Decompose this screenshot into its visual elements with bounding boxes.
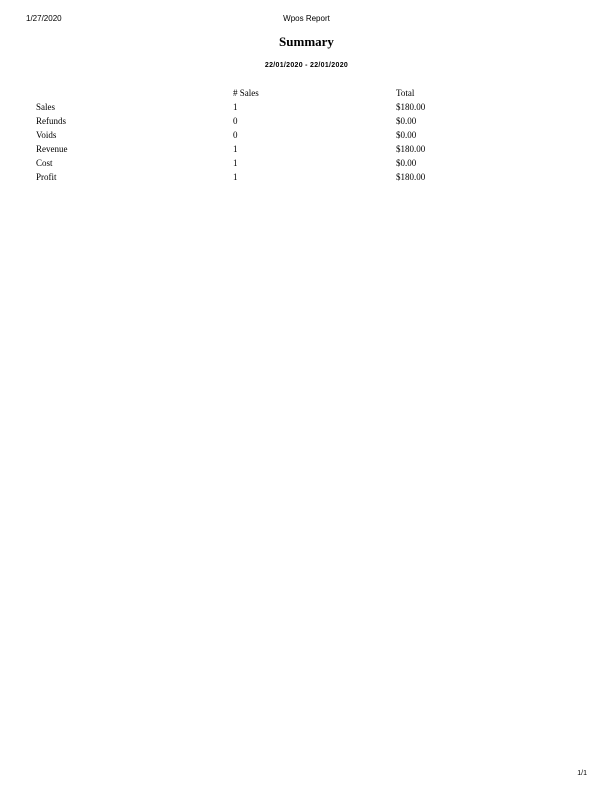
- row-label: Voids: [36, 130, 57, 140]
- page-number: 1/1: [577, 770, 587, 777]
- report-title: Summary: [279, 34, 334, 49]
- print-header-title: Wpos Report: [283, 14, 330, 23]
- table-row: [36, 128, 576, 142]
- row-label: Sales: [36, 102, 55, 112]
- table-row: [36, 170, 576, 184]
- summary-table: [36, 86, 576, 184]
- row-total: $0.00: [396, 130, 417, 140]
- row-label: Revenue: [36, 144, 68, 154]
- row-sales-count: 0: [233, 116, 238, 126]
- print-header-date: 1/27/2020: [26, 14, 62, 23]
- row-sales-count: 1: [233, 172, 238, 182]
- row-label: Refunds: [36, 116, 66, 126]
- row-total: $180.00: [396, 172, 426, 182]
- table-header-row: [36, 86, 576, 100]
- header-sales-count: # Sales: [233, 88, 259, 98]
- table-row: [36, 100, 576, 114]
- row-label: Profit: [36, 172, 57, 182]
- row-total: $180.00: [396, 102, 426, 112]
- row-total: $0.00: [396, 116, 417, 126]
- header-total: Total: [396, 88, 415, 98]
- row-sales-count: 1: [233, 102, 238, 112]
- table-row: [36, 142, 576, 156]
- table-row: [36, 156, 576, 170]
- row-sales-count: 0: [233, 130, 238, 140]
- row-total: $180.00: [396, 144, 426, 154]
- report-date-range: 22/01/2020 - 22/01/2020: [264, 62, 349, 69]
- row-sales-count: 1: [233, 144, 238, 154]
- row-sales-count: 1: [233, 158, 238, 168]
- row-label: Cost: [36, 158, 53, 168]
- row-total: $0.00: [396, 158, 417, 168]
- table-row: [36, 114, 576, 128]
